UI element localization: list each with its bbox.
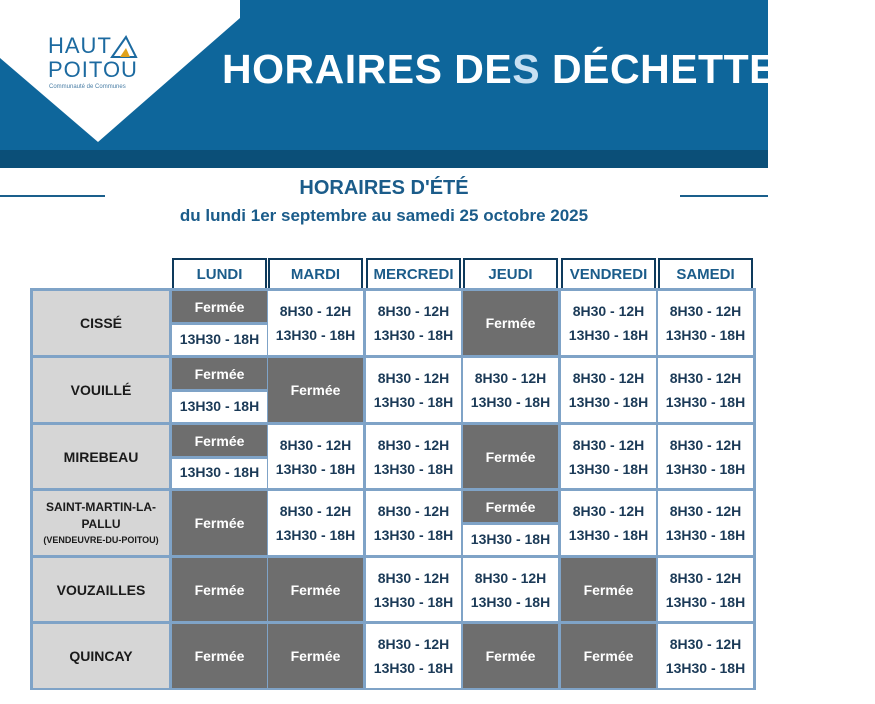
cell-closed [172, 491, 267, 555]
closed-label: Fermée [290, 581, 341, 598]
site-name-subtitle: (VENDEUVRE-DU-POITOU) [43, 534, 159, 545]
cell-divider [463, 522, 558, 525]
morning-hours: 8H30 - 12H [377, 436, 450, 453]
site-name [33, 358, 169, 422]
afternoon-hours: 13H30 - 18H [373, 327, 454, 343]
afternoon-hours: 13H30 - 18H [665, 527, 746, 543]
site-name-line: SAINT-MARTIN-LA- [46, 499, 156, 514]
cell-divider [172, 322, 267, 325]
cell-split [172, 358, 267, 422]
closed-label: Fermée [290, 648, 341, 664]
logo-triangle-icon [110, 36, 138, 58]
day-header: VENDREDI [561, 258, 656, 288]
closed-label: Fermée [172, 425, 267, 457]
cell-open [366, 291, 461, 355]
cell-open [658, 624, 753, 688]
afternoon-hours: 13H30 - 18H [470, 394, 551, 410]
site-name-line: QUINCAY [69, 648, 133, 664]
closed-label: Fermée [194, 581, 245, 598]
cell-open [561, 291, 656, 355]
day-header: MERCREDI [366, 258, 461, 288]
cell-divider [172, 389, 267, 392]
morning-hours: 8H30 - 12H [474, 569, 547, 586]
closed-label: Fermée [485, 315, 536, 331]
morning-hours: 8H30 - 12H [669, 503, 742, 519]
site-name [33, 425, 169, 488]
cell-closed [268, 624, 363, 688]
morning-hours: 8H30 - 12H [669, 436, 742, 453]
closed-label: Fermée [463, 491, 558, 523]
cell-closed [463, 425, 558, 488]
morning-hours: 8H30 - 12H [572, 436, 645, 453]
cell-closed [463, 291, 558, 355]
logo [40, 34, 160, 104]
afternoon-hours: 13H30 - 18H [373, 460, 454, 477]
morning-hours: 8H30 - 12H [377, 636, 450, 652]
morning-hours: 8H30 - 12H [279, 436, 352, 453]
day-header: SAMEDI [658, 258, 753, 288]
morning-hours: 8H30 - 12H [377, 370, 450, 386]
afternoon-hours: 13H30 - 18H [665, 327, 746, 343]
cell-closed [172, 558, 267, 621]
cell-open [561, 491, 656, 555]
afternoon-hours: 13H30 - 18H [568, 394, 649, 410]
cell-open [366, 425, 461, 488]
cell-open [366, 624, 461, 688]
morning-hours: 8H30 - 12H [669, 370, 742, 386]
cell-open [366, 358, 461, 422]
site-name [33, 558, 169, 621]
cell-closed [268, 558, 363, 621]
afternoon-hours: 13H30 - 18H [470, 593, 551, 610]
site-name-line: PALLU [81, 516, 121, 531]
day-header: LUNDI [172, 258, 267, 288]
cell-open [561, 358, 656, 422]
afternoon-hours: 13H30 - 18H [568, 460, 649, 477]
cell-open [658, 558, 753, 621]
closed-label: Fermée [290, 382, 341, 398]
cell-open [658, 491, 753, 555]
site-name-line: VOUILLÉ [70, 382, 132, 398]
closed-label: Fermée [485, 648, 536, 664]
cell-closed [268, 358, 363, 422]
afternoon-hours: 13H30 - 18H [172, 457, 267, 489]
day-header: JEUDI [463, 258, 558, 288]
logo-text-poitou: POITOU [48, 57, 138, 82]
morning-hours: 8H30 - 12H [572, 370, 645, 386]
cell-open [463, 358, 558, 422]
site-name-line: VOUZAILLES [56, 581, 146, 598]
closed-label: Fermée [194, 515, 245, 531]
site-name [33, 624, 169, 688]
cell-closed [463, 624, 558, 688]
morning-hours: 8H30 - 12H [377, 569, 450, 586]
afternoon-hours: 13H30 - 18H [373, 660, 454, 676]
afternoon-hours: 13H30 - 18H [275, 527, 356, 543]
afternoon-hours: 13H30 - 18H [172, 323, 267, 355]
morning-hours: 8H30 - 12H [474, 370, 547, 386]
afternoon-hours: 13H30 - 18H [665, 660, 746, 676]
afternoon-hours: 13H30 - 18H [373, 593, 454, 610]
cell-closed [561, 624, 656, 688]
cell-split [463, 491, 558, 555]
afternoon-hours: 13H30 - 18H [172, 390, 267, 422]
morning-hours: 8H30 - 12H [279, 503, 352, 519]
day-header: MARDI [268, 258, 363, 288]
morning-hours: 8H30 - 12H [377, 303, 450, 319]
cell-open [561, 425, 656, 488]
afternoon-hours: 13H30 - 18H [275, 327, 356, 343]
morning-hours: 8H30 - 12H [669, 636, 742, 652]
afternoon-hours: 13H30 - 18H [373, 527, 454, 543]
closed-label: Fermée [172, 291, 267, 323]
afternoon-hours: 13H30 - 18H [373, 394, 454, 410]
closed-label: Fermée [485, 448, 536, 465]
morning-hours: 8H30 - 12H [669, 569, 742, 586]
cell-open [366, 491, 461, 555]
cell-split [172, 291, 267, 355]
period-subtitle: du lundi 1er septembre au samedi 25 octobre 2025 [179, 206, 589, 225]
cell-closed [561, 558, 656, 621]
afternoon-hours: 13H30 - 18H [665, 460, 746, 477]
site-name-line: CISSÉ [79, 315, 122, 331]
page-title: HORAIRES DES DÉCHETTERIES [222, 46, 875, 92]
afternoon-hours: 13H30 - 18H [275, 460, 356, 477]
afternoon-hours: 13H30 - 18H [665, 394, 746, 410]
afternoon-hours: 13H30 - 18H [568, 527, 649, 543]
cell-open [658, 425, 753, 488]
header-band-shadow [0, 150, 768, 168]
cell-open [658, 358, 753, 422]
cell-open [268, 291, 363, 355]
cell-open [463, 558, 558, 621]
morning-hours: 8H30 - 12H [572, 503, 645, 519]
header [0, 0, 875, 168]
afternoon-hours: 13H30 - 18H [665, 593, 746, 610]
closed-label: Fermée [583, 648, 634, 664]
site-name [33, 291, 169, 355]
site-name [33, 491, 169, 555]
morning-hours: 8H30 - 12H [279, 303, 352, 319]
afternoon-hours: 13H30 - 18H [568, 327, 649, 343]
afternoon-hours: 13H30 - 18H [463, 523, 558, 555]
morning-hours: 8H30 - 12H [669, 303, 742, 319]
cell-open [658, 291, 753, 355]
cell-divider [172, 456, 267, 459]
site-name-line: MIREBEAU [63, 448, 139, 465]
closed-label: Fermée [194, 648, 245, 664]
logo-text-communaute: Communauté de Communes [49, 84, 126, 90]
morning-hours: 8H30 - 12H [572, 303, 645, 319]
closed-label: Fermée [583, 581, 634, 598]
cell-split [172, 425, 267, 488]
season-title: HORAIRES D'ÉTÉ [299, 177, 469, 199]
cell-closed [172, 624, 267, 688]
logo-text-haut: HAUT [48, 33, 112, 58]
closed-label: Fermée [172, 358, 267, 390]
cell-open [366, 558, 461, 621]
schedule-table [30, 288, 756, 690]
morning-hours: 8H30 - 12H [377, 503, 450, 519]
cell-open [268, 425, 363, 488]
cell-open [268, 491, 363, 555]
